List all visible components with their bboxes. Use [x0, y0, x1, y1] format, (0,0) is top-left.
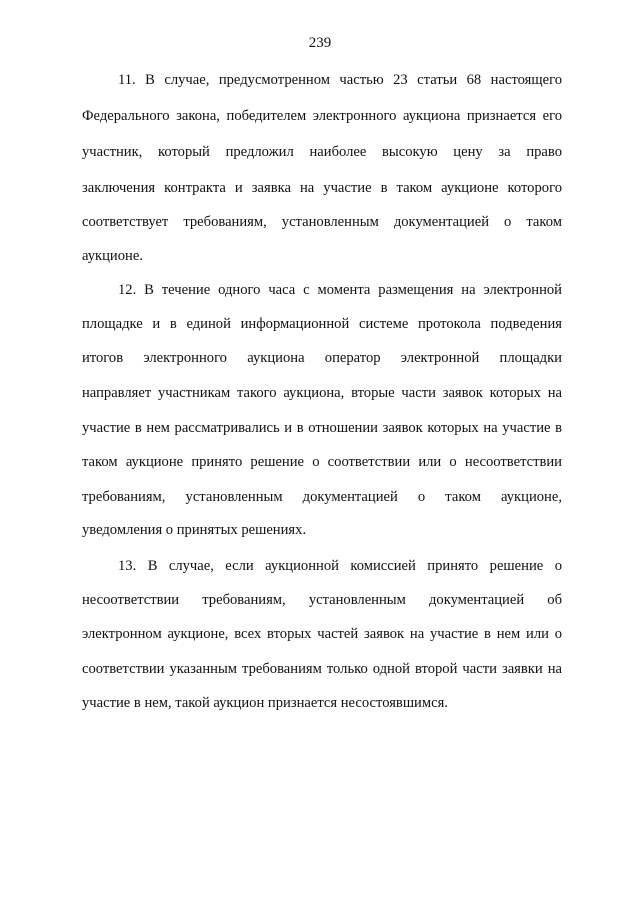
- paragraph-line: соответствует требованиям, установленным документацией о таком: [82, 214, 562, 230]
- paragraph-line: уведомления о принятых решениях.: [82, 522, 307, 538]
- page-number: 239: [308, 35, 332, 51]
- paragraph-line: требованиям, установленным документацией о таком аукционе,: [82, 489, 562, 505]
- paragraph-line: Федерального закона, победителем электронного аукциона признается его: [82, 108, 562, 124]
- paragraph-line: 13. В случае, если аукционной комиссией принято решение о: [118, 558, 562, 574]
- paragraph-line: 12. В течение одного часа с момента размещения на электронной: [118, 282, 562, 298]
- paragraph-line: электронном аукционе, всех вторых частей заявок на участие в нем или о: [82, 626, 562, 642]
- paragraph-line: участие в нем рассматривались и в отношении заявок которых на участие в: [82, 420, 562, 436]
- paragraph-line: участие в нем, такой аукцион признается несостоявшимся.: [82, 695, 448, 711]
- paragraph-line: участник, который предложил наиболее высокую цену за право: [82, 144, 562, 160]
- paragraph-line: несоответствии требованиям, установленным документацией об: [82, 592, 562, 608]
- paragraph-line: заключения контракта и заявка на участие в таком аукционе которого: [82, 180, 562, 196]
- paragraph-line: соответствии указанным требованиям только одной второй части заявки на: [82, 661, 562, 677]
- paragraph-line: итогов электронного аукциона оператор электронной площадки: [82, 350, 562, 366]
- paragraph-line: площадке и в единой информационной системе протокола подведения: [82, 316, 562, 332]
- paragraph-line: направляет участникам такого аукциона, вторые части заявок которых на: [82, 385, 562, 401]
- paragraph-line: аукционе.: [82, 248, 143, 264]
- paragraph-line: таком аукционе принято решение о соответствии или о несоответствии: [82, 454, 562, 470]
- paragraph-line: 11. В случае, предусмотренном частью 23 статьи 68 настоящего: [118, 72, 562, 88]
